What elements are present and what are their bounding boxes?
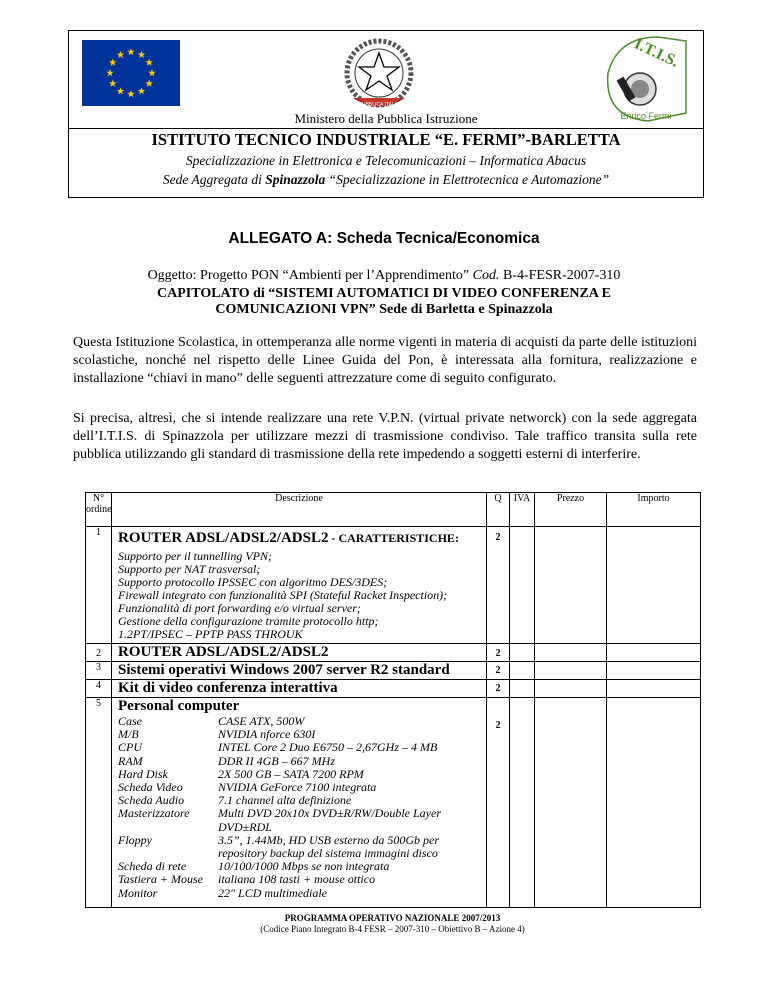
item-number: 2: [86, 644, 112, 662]
item-description: [112, 527, 487, 644]
spec-key: Case: [118, 714, 142, 728]
spec-key: Hard Disk: [118, 766, 168, 781]
item-importo: [607, 680, 701, 698]
footer-programme: PROGRAMMA OPERATIVO NAZIONALE 2007/2013: [284, 913, 501, 923]
item-title: ROUTER ADSL/ADSL2/ADSL2: [118, 530, 329, 546]
spec-row: [118, 755, 486, 768]
spec-value: NVIDIA nforce 630I: [218, 727, 316, 742]
subject-code-label: Cod.: [472, 268, 500, 283]
spec-row: [118, 807, 486, 820]
item-quantity: 2: [487, 644, 510, 662]
feature-item: Funzionalità di port forwarding e/o virtual server;: [118, 601, 361, 615]
item-title-suffix: - CARATTERISTICHE:: [328, 531, 459, 545]
spec-key: M/B: [118, 727, 139, 742]
item-prezzo: [535, 527, 607, 644]
subject-line: [0, 268, 768, 284]
table-row: [86, 644, 701, 662]
spec-value: 10/100/1000 Mbps se non integrata: [218, 859, 390, 874]
spec-key: RAM: [118, 753, 143, 768]
spec-key: Scheda Video: [118, 780, 183, 795]
item-title: Kit di video conferenza interattiva: [112, 680, 487, 698]
item-quantity: 2: [487, 527, 510, 644]
item-title: Sistemi operativi Windows 2007 server R2 standard: [112, 662, 487, 680]
spec2-city: Spinazzola: [265, 172, 326, 187]
emblem-ribbon-text: REPUBBLICA ITALIANA: [351, 102, 407, 108]
table-row: [86, 680, 701, 698]
spec-key: Tastiera + Mouse: [118, 872, 203, 887]
item-prezzo: [535, 680, 607, 698]
spec-value: 3.5”, 1.44Mb, HD USB esterno da 500Gb per: [218, 832, 439, 847]
spec-value: DVD±RDL: [218, 819, 272, 834]
header-importo: Importo: [607, 493, 701, 527]
spec-row: [118, 821, 486, 834]
eu-flag-logo: [82, 40, 180, 106]
item-number: 1: [86, 527, 112, 644]
school-name: ISTITUTO TECNICO INDUSTRIALE “E. FERMI”-BARLETTA: [151, 130, 621, 149]
header-iva: IVA: [510, 493, 535, 527]
item-quantity: 2: [487, 698, 510, 908]
spec-key: Monitor: [118, 885, 158, 900]
ministry-name: Ministero della Pubblica Istruzione: [294, 111, 478, 126]
header-divider: [68, 128, 704, 129]
spec-key: Scheda di rete: [118, 859, 187, 874]
feature-item: Supporto per NAT trasversal;: [118, 562, 261, 576]
item-iva: [510, 662, 535, 680]
item-number: 4: [86, 680, 112, 698]
spec-value: DDR II 4GB – 667 MHz: [218, 753, 335, 768]
spec-key: Floppy: [118, 832, 152, 847]
capitolato-line-2: COMUNICAZIONI VPN” Sede di Barletta e Spinazzola: [215, 302, 553, 317]
spec-value: NVIDIA GeForce 7100 integrata: [218, 780, 377, 795]
table-row: [86, 698, 701, 908]
feature-item: Supporto protocollo IPSSEC con algoritmo DES/3DES;: [118, 575, 388, 589]
subject-text: Oggetto: Progetto PON “Ambienti per l’Apprendimento”: [147, 268, 473, 283]
feature-item: 1.2PT/IPSEC – PPTP PASS THROUK: [118, 627, 303, 641]
spec2-suffix: “Specializzazione in Elettrotecnica e Automazione”: [325, 172, 610, 187]
spec-value: 7.1 channel alta definizione: [218, 793, 352, 808]
item-iva: [510, 698, 535, 908]
spec-value: Multi DVD 20x10x DVD±R/RW/Double Layer: [218, 806, 441, 821]
item-importo: [607, 644, 701, 662]
spec-key: Scheda Audio: [118, 793, 185, 808]
item-number: 3: [86, 662, 112, 680]
table-header-row: [86, 493, 701, 527]
spec-row: [118, 741, 486, 754]
item-quantity: 2: [487, 662, 510, 680]
feature-list: [118, 550, 486, 641]
itis-logo-text: I.T.I.S.: [631, 35, 682, 71]
itis-logo-subtext: Enrico Fermi: [620, 111, 672, 121]
spec-value: 2X 500 GB – SATA 7200 RPM: [218, 766, 364, 781]
table-row: [86, 662, 701, 680]
item-importo: [607, 527, 701, 644]
feature-item: Gestione della configurazione tramite protocollo http;: [118, 614, 379, 628]
item-prezzo: [535, 698, 607, 908]
italian-republic-emblem: [340, 36, 418, 114]
item-prezzo: [535, 662, 607, 680]
spec-value: 22" LCD multimediale: [218, 885, 328, 900]
feature-item: Firewall integrato con funzionalità SPI (Stateful Racket Inspection);: [118, 588, 448, 602]
header-descrizione: Descrizione: [112, 493, 487, 527]
item-description: [112, 698, 487, 908]
footer-code: (Codice Piano Integrato B-4 FESR – 2007-310 – Obiettivo B – Azione 4): [260, 924, 525, 934]
subject-code: B-4-FESR-2007-310: [499, 268, 621, 283]
items-table: [85, 492, 701, 908]
spec-value: INTEL Core 2 Duo E6750 – 2,67GHz – 4 MB: [218, 740, 438, 755]
spec-row: [118, 873, 486, 886]
spec-value: CASE ATX, 500W: [218, 714, 305, 728]
table-row: [86, 527, 701, 644]
intro-paragraph: Questa Istituzione Scolastica, in ottemperanza alle norme vigenti in materia di acquisti da parte delle istituzioni scolastiche, nonché nel rispetto delle Linee Guida del Pon, è interessata alla fornitura, realizzazione e installazione “chiavi in mano” delle seguenti attrezzature come di seguito configurato.: [73, 335, 697, 386]
spec-key: Masterizzatore: [118, 806, 190, 821]
header-prezzo: Prezzo: [535, 493, 607, 527]
spec2-prefix: Sede Aggregata di: [162, 172, 266, 187]
pc-spec-list: [118, 715, 486, 900]
header-quantity: Q: [487, 493, 510, 527]
item-title: ROUTER ADSL/ADSL2/ADSL2: [112, 644, 487, 662]
specialization-line-1: Specializzazione in Elettronica e Telecomunicazioni – Informatica Abacus: [185, 153, 587, 168]
spec-value: repository backup del sistema immagini disco: [218, 846, 438, 861]
page-title: ALLEGATO A: Scheda Tecnica/Economica: [228, 230, 540, 247]
specialization-line-2: [68, 172, 704, 188]
item-importo: [607, 662, 701, 680]
capitolato-line-1: CAPITOLATO di “SISTEMI AUTOMATICI DI VIDEO CONFERENZA E: [157, 286, 611, 301]
item-iva: [510, 527, 535, 644]
item-iva: [510, 680, 535, 698]
item-title: Personal computer: [118, 698, 240, 714]
header-n-ordine: N° ordine: [86, 493, 112, 527]
item-iva: [510, 644, 535, 662]
spec-value: italiana 108 tasti + mouse ottico: [218, 872, 376, 887]
item-number: 5: [86, 698, 112, 908]
spec-key: CPU: [118, 740, 142, 755]
vpn-paragraph: Si precisa, altresì, che si intende realizzare una rete V.P.N. (virtual private networck) con la sede aggregata dell’I.T.I.S. di Spinazzola per utilizzare mezzi di trasmissione condiviso. Tale traffico transita sulla rete pubblica utilizzando gli standard di trasmissione della rete impedendo a soggetti esterni di interferire.: [73, 411, 697, 462]
item-importo: [607, 698, 701, 908]
feature-item: Supporto per il tunnelling VPN;: [118, 549, 272, 563]
item-quantity: 2: [487, 680, 510, 698]
spec-row: [118, 887, 486, 900]
item-prezzo: [535, 644, 607, 662]
